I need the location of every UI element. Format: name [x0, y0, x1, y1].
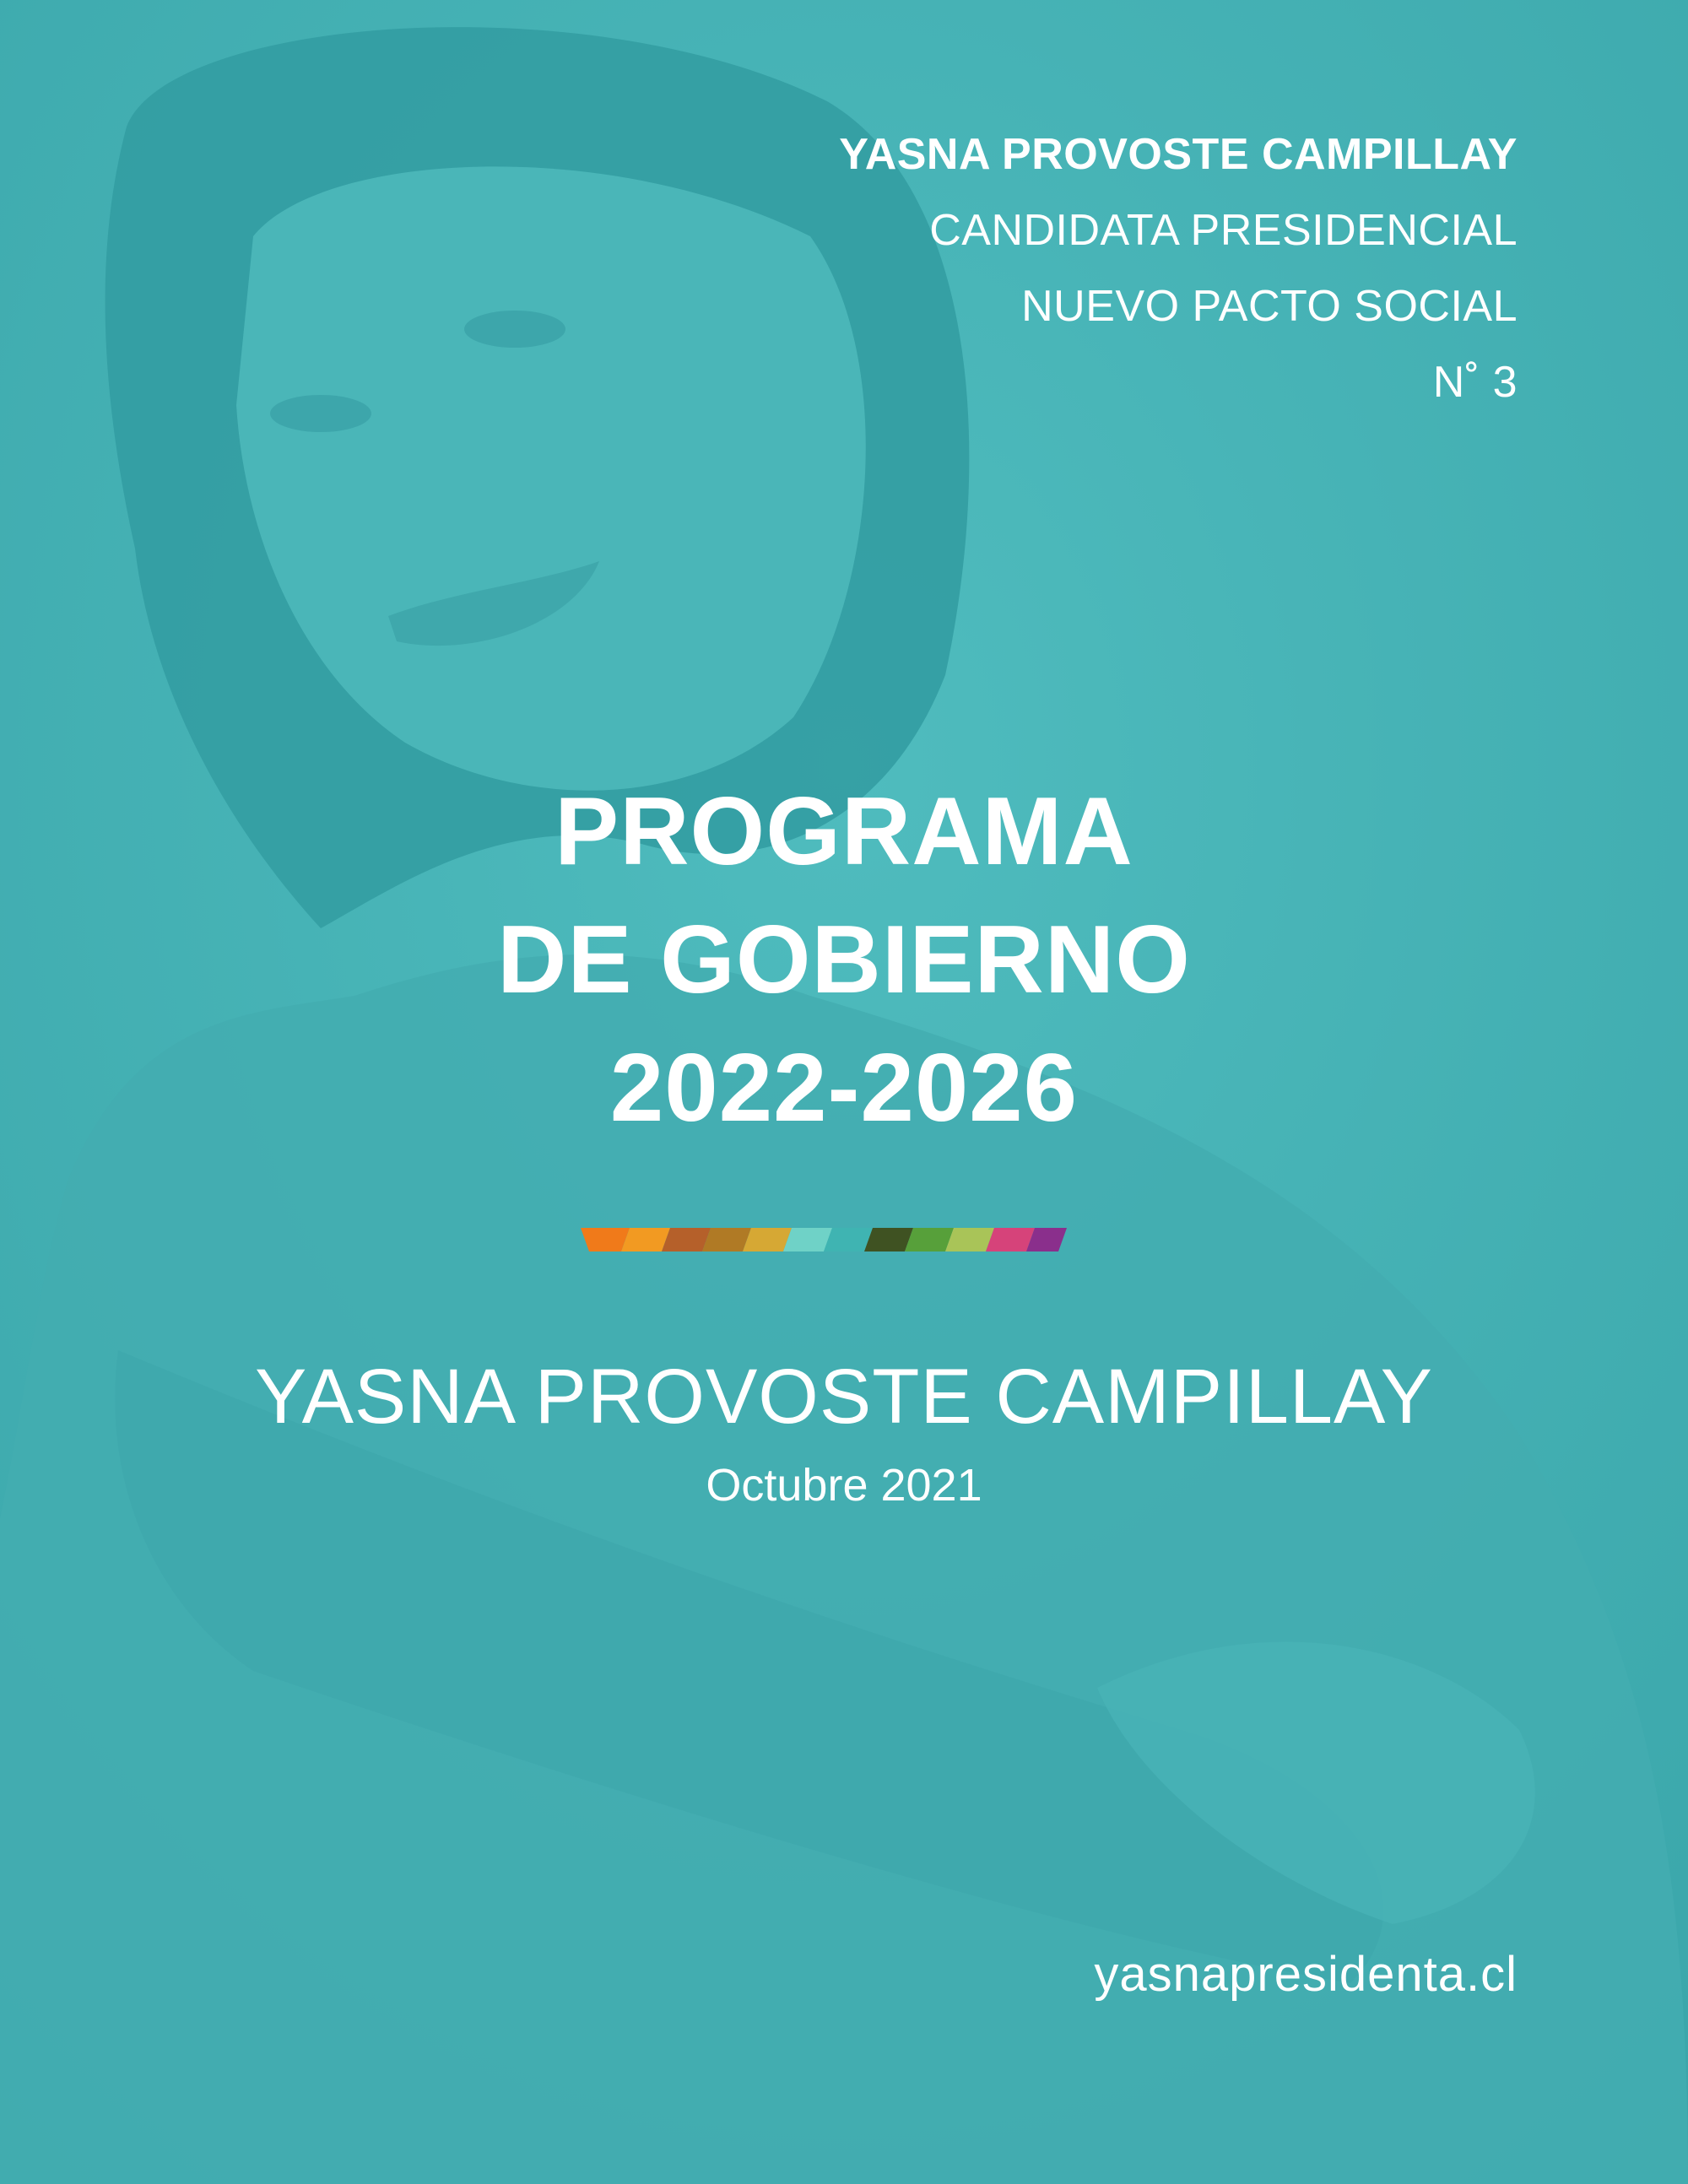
publication-date: Octubre 2021: [706, 1460, 982, 1511]
document-title: [0, 768, 1688, 1153]
stripe-segment: [945, 1228, 994, 1251]
stripe-segment: [864, 1228, 913, 1251]
candidate-name: YASNA PROVOSTE CAMPILLAY: [839, 130, 1518, 179]
stripe-segment: [783, 1228, 832, 1251]
title-line-3: 2022-2026: [609, 1035, 1079, 1142]
coalition-name: NUEVO PACTO SOCIAL: [1021, 282, 1518, 331]
stripe-segment: [662, 1228, 711, 1251]
stripe-segment: [702, 1228, 751, 1251]
stripe-segment: [824, 1228, 873, 1251]
title-line-1: PROGRAMA: [555, 778, 1133, 885]
candidate-header: [839, 116, 1518, 420]
stripe-segment: [986, 1228, 1035, 1251]
stripe-segment: [621, 1228, 670, 1251]
website-link[interactable]: yasnapresidenta.cl: [1094, 1947, 1518, 2002]
title-line-2: DE GOBIERNO: [497, 906, 1191, 1014]
stripe-segment: [581, 1228, 630, 1251]
ballot-number: N˚ 3: [1432, 358, 1518, 407]
stripe-segment: [743, 1228, 792, 1251]
author-name: YASNA PROVOSTE CAMPILLAY: [255, 1354, 1433, 1440]
stripe-segment: [905, 1228, 954, 1251]
candidate-role: CANDIDATA PRESIDENCIAL: [929, 206, 1518, 255]
color-stripe-divider: [581, 1228, 1067, 1251]
